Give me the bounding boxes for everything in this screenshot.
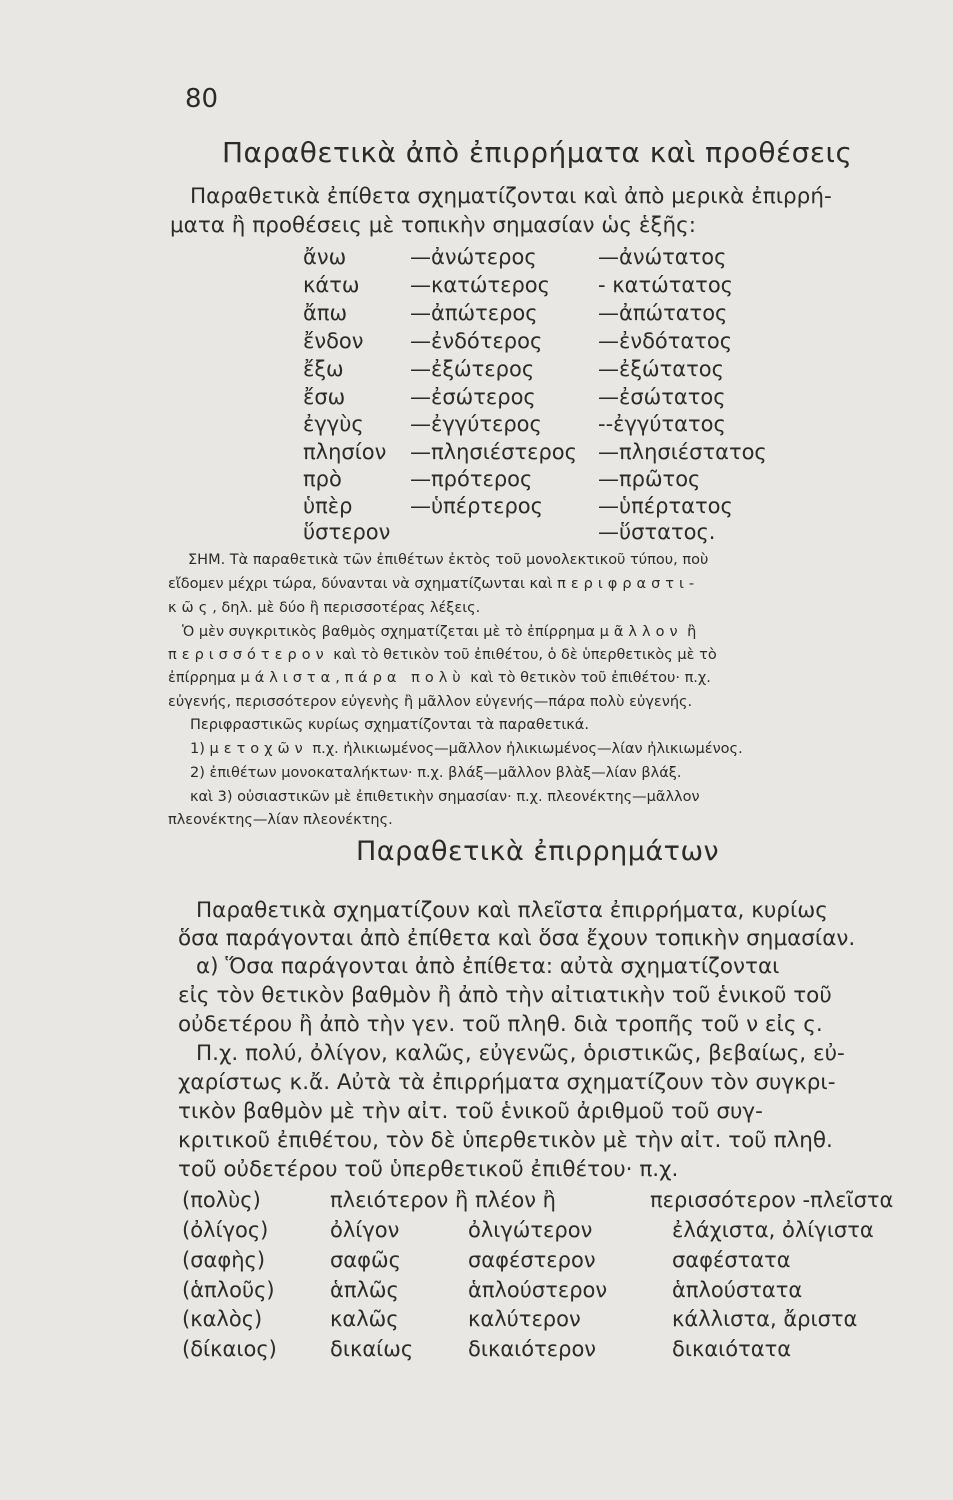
table2-row-3-superlative: σαφέστατα [672, 1248, 791, 1272]
table2-row-1-positive: πλειότερον ἢ πλέον ἢ [330, 1188, 556, 1212]
section2-line-10: τοῦ οὐδετέρου τοῦ ὑπερθετικοῦ ἐπιθέτου· π.χ. [178, 1157, 679, 1182]
table1-row-9-comparative: —πρότερος [410, 467, 533, 491]
table1-row-10-superlative: —ὑπέρτατος [598, 494, 733, 518]
note-text: , δηλ. μὲ δύο ἢ περισσοτέρας λέξεις. [212, 600, 481, 616]
table1-row-4-base: ἔνδον [303, 329, 364, 353]
page-number: 80 [185, 84, 219, 114]
section2-line-7: χαρίστως κ.ἄ. Αὐτὰ τὰ ἐπιρρήματα σχηματίζουν τὸν συγκρι- [178, 1070, 836, 1095]
table1-row-3-base: ἄπω [303, 301, 348, 325]
note-emphasis: κῶς [168, 600, 213, 616]
table2-row-5-positive: καλῶς [330, 1307, 399, 1331]
note-emphasis: μάλιστα [240, 670, 336, 686]
table1-row-4-comparative: —ἐνδότερος [410, 329, 543, 353]
table1-row-5-comparative: —ἐξώτερος [410, 357, 535, 381]
table2-row-5-superlative: κάλλιστα, ἄριστα [672, 1307, 858, 1331]
table1-row-8-base: πλησίον [303, 440, 387, 464]
note-line-11: καὶ 3) οὐσιαστικῶν μὲ ἐπιθετικὴν σημασίαν· π.χ. πλεονέκτης—μᾶλλον [190, 789, 700, 805]
note-line-4 [182, 624, 696, 640]
section2-line-1: Παραθετικὰ σχηματίζουν καὶ πλεῖστα ἐπιρρήματα, κυρίως [196, 898, 828, 923]
note-line-10: 2) ἐπιθέτων μονοκαταλήκτων· π.χ. βλάξ—μᾶλλον βλὰξ—λίαν βλάξ. [190, 765, 682, 781]
note-text: π.χ. ἠλικιωμένος—μᾶλλον ἠλικιωμένος—λίαν ἠλικιωμένος. [307, 741, 743, 757]
table2-row-3-positive: σαφῶς [330, 1248, 401, 1272]
note-line-2 [168, 576, 699, 592]
note-line-8: Περιφραστικῶς κυρίως σχηματίζονται τὰ παραθετικά. [190, 717, 589, 733]
table1-row-8-superlative: —πλησιέστατος [598, 440, 767, 464]
table1-row-9-superlative: —πρῶτος [598, 467, 701, 491]
table1-row-10-base: ὑπὲρ [303, 494, 353, 518]
note-line-1: ΣΗΜ. Τὰ παραθετικὰ τῶν ἐπιθέτων ἐκτὸς τοῦ μονολεκτικοῦ τύπου, ποὺ [188, 552, 709, 568]
table2-row-2-adjective: (ὀλίγος) [182, 1218, 269, 1242]
section2-line-3: α) Ὅσα παράγονται ἀπὸ ἐπίθετα: αὐτὰ σχηματίζονται [196, 954, 780, 979]
table1-row-3-superlative: —ἀπώτατος [598, 301, 728, 325]
table1-row-1-superlative: —ἀνώτατος [598, 245, 727, 269]
table2-row-5-comparative: καλύτερον [468, 1307, 581, 1331]
section2-line-2: ὅσα παράγονται ἀπὸ ἐπίθετα καὶ ὅσα ἔχουν τοπικὴν σημασίαν. [178, 926, 856, 951]
table2-row-3-comparative: σαφέστερον [468, 1248, 596, 1272]
table2-row-3-adjective: (σαφὴς) [182, 1248, 266, 1272]
note-line-6 [168, 670, 711, 686]
note-text: εἴδομεν μέχρι τώρα, δύνανται νὰ σχηματίζωνται καὶ [168, 576, 558, 592]
table1-row-5-superlative: —ἐξώτατος [598, 357, 724, 381]
section2-line-9: κριτικοῦ ἐπιθέτου, τὸν δὲ ὑπερθετικὸν μὲ τὴν αἰτ. τοῦ πληθ. [178, 1128, 833, 1153]
section2-line-4: εἰς τὸν θετικὸν βαθμὸν ἢ ἀπὸ τὴν αἰτιατικὴν τοῦ ἑνικοῦ τοῦ [178, 983, 832, 1008]
note-emphasis: πάρα πολὺ [344, 670, 466, 686]
intro-line-2: ματα ἢ προθέσεις μὲ τοπικὴν σημασίαν ὡς ἑξῆς: [170, 213, 696, 238]
section2-line-8: τικὸν βαθμὸν μὲ τὴν αἰτ. τοῦ ἑνικοῦ ἀριθμοῦ τοῦ συγ- [178, 1099, 763, 1124]
note-emphasis: μᾶλλον [599, 624, 683, 640]
table1-row-2-base: κάτω [303, 273, 360, 297]
table1-row-9-base: πρὸ [303, 467, 342, 491]
table2-row-4-superlative: ἁπλούστατα [672, 1278, 803, 1302]
table1-row-6-comparative: —ἐσώτερος [410, 385, 536, 409]
table2-row-6-comparative: δικαιότερον [468, 1337, 597, 1361]
note-text: καὶ τὸ θετικὸν τοῦ ἐπιθέτου· π.χ. [465, 670, 711, 686]
note-emphasis: περισσότερον [168, 647, 329, 663]
note-text: , [335, 670, 345, 686]
table2-row-2-comparative: ὀλιγώτερον [468, 1218, 593, 1242]
note-line-3 [168, 600, 480, 616]
table2-row-6-superlative: δικαιότατα [672, 1337, 792, 1361]
note-emphasis: περιφραστι- [557, 576, 700, 592]
note-text: Ὁ μὲν συγκριτικὸς βαθμὸς σχηματίζεται μὲ τὸ ἐπίρρημα [182, 624, 600, 640]
table2-row-4-positive: ἁπλῶς [330, 1278, 399, 1302]
note-line-7: εὐγενής, περισσότερον εὐγενὴς ἢ μᾶλλον εὐγενής—πάρα πολὺ εὐγενής. [168, 694, 693, 710]
table2-row-6-positive: δικαίως [330, 1337, 414, 1361]
note-emphasis: μετοχῶν [209, 741, 308, 757]
table1-row-1-base: ἄνω [303, 245, 347, 269]
table1-row-4-superlative: —ἐνδότατος [598, 329, 733, 353]
section-heading-adjectives: Παραθετικὰ ἀπὸ ἐπιρρήματα καὶ προθέσεις [222, 136, 853, 169]
table2-row-2-positive: ὀλίγον [330, 1218, 400, 1242]
table2-row-1-superlative: περισσότερον -πλεῖστα [650, 1188, 894, 1212]
table2-row-4-adjective: (ἁπλοῦς) [182, 1278, 275, 1302]
note-line-9 [190, 741, 743, 757]
table1-row-2-superlative: - κατώτατος [598, 273, 734, 297]
note-text: 1) [190, 741, 210, 757]
table1-row-3-comparative: —ἀπώτερος [410, 301, 538, 325]
note-line-12: πλεονέκτης—λίαν πλεονέκτης. [168, 812, 393, 828]
table1-row-11-superlative: —ὕστατος. [598, 520, 716, 544]
note-text: καὶ τὸ θετικὸν τοῦ ἐπιθέτου, ὁ δὲ ὑπερθετικὸς μὲ τὸ [328, 647, 717, 663]
note-text: ἢ [682, 624, 697, 640]
section2-line-6: Π.χ. πολύ, ὀλίγον, καλῶς, εὐγενῶς, ὁριστικῶς, βεβαίως, εὐ- [196, 1041, 845, 1066]
table1-row-10-comparative: —ὑπέρτερος [410, 494, 543, 518]
note-line-5 [168, 647, 717, 663]
table2-row-4-comparative: ἁπλούστερον [468, 1278, 608, 1302]
table1-row-11-base: ὕστερον [303, 520, 391, 544]
table1-row-1-comparative: —ἀνώτερος [410, 245, 537, 269]
section2-line-5: οὐδετέρου ἢ ἀπὸ τὴν γεν. τοῦ πληθ. διὰ τροπῆς τοῦ ν εἰς ς. [178, 1012, 823, 1037]
table1-row-6-base: ἔσω [303, 385, 346, 409]
table1-row-7-comparative: —ἐγγύτερος [410, 412, 542, 436]
section-heading-adverbs: Παραθετικὰ ἐπιρρημάτων [356, 836, 720, 867]
table2-row-1-adjective: (πολὺς) [182, 1188, 261, 1212]
table1-row-6-superlative: —ἐσώτατος [598, 385, 726, 409]
table2-row-2-superlative: ἐλάχιστα, ὀλίγιστα [672, 1218, 874, 1242]
note-text: ἐπίρρημα [168, 670, 241, 686]
table1-row-7-superlative: --ἐγγύτατος [598, 412, 726, 436]
table1-row-8-comparative: —πλησιέστερος [410, 440, 577, 464]
table2-row-6-adjective: (δίκαιος) [182, 1337, 277, 1361]
table2-row-5-adjective: (καλὸς) [182, 1307, 263, 1331]
table1-row-7-base: ἐγγὺς [303, 412, 364, 436]
table1-row-5-base: ἔξω [303, 357, 344, 381]
table1-row-2-comparative: —κατώτερος [410, 273, 550, 297]
intro-line-1: Παραθετικὰ ἐπίθετα σχηματίζονται καὶ ἀπὸ μερικὰ ἐπιρρή- [190, 184, 832, 209]
